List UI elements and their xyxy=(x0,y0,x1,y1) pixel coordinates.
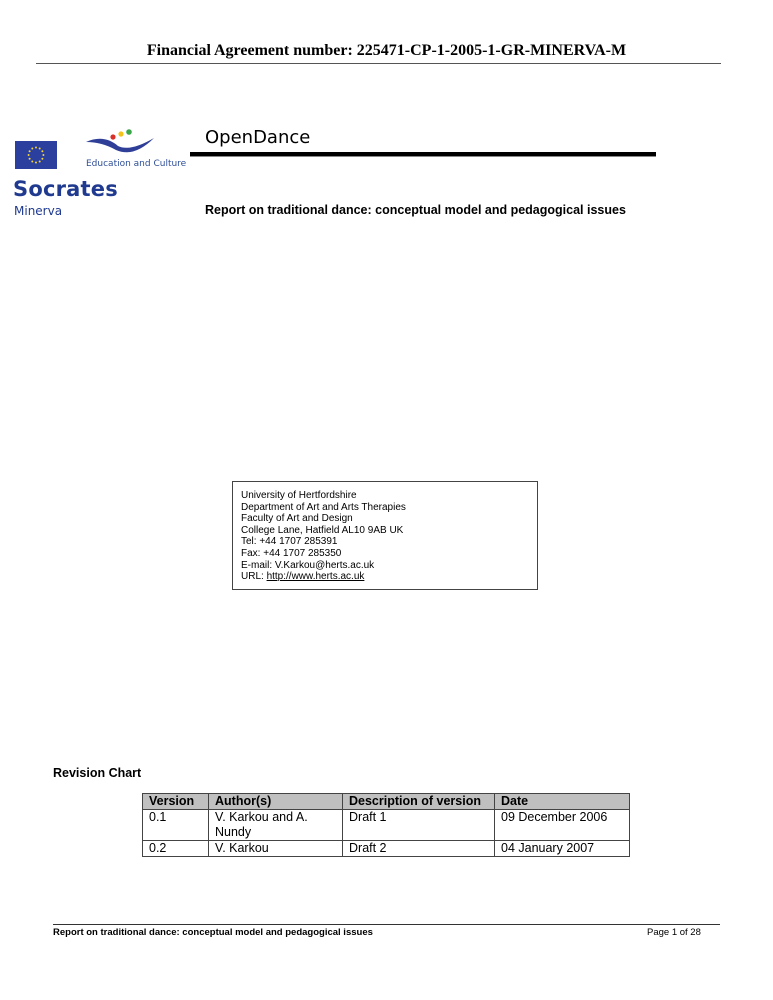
document-subtitle: Report on traditional dance: conceptual model and pedagogical issues xyxy=(205,203,626,217)
contact-line: Department of Art and Arts Therapies xyxy=(241,501,406,513)
page-number: Page 1 of 28 xyxy=(647,927,701,938)
column-header: Date xyxy=(495,794,630,810)
contact-line: Fax: +44 1707 285350 xyxy=(241,547,342,559)
table-row xyxy=(143,810,630,841)
contact-line: College Lane, Hatfield AL10 9AB UK xyxy=(241,524,404,536)
table-cell: Draft 1 xyxy=(343,810,495,841)
contact-box xyxy=(232,481,538,590)
table-cell: V. Karkou xyxy=(209,841,343,857)
running-header: Financial Agreement number: 225471-CP-1-2005-1-GR-MINERVA-M xyxy=(146,42,627,59)
table-cell: V. Karkou and A. Nundy xyxy=(209,810,343,841)
contact-line: E-mail: V.Karkou@herts.ac.uk xyxy=(241,559,375,571)
header-rule xyxy=(36,63,721,64)
column-header: Author(s) xyxy=(209,794,343,810)
footer-rule xyxy=(53,924,720,925)
eu-flag-icon xyxy=(15,141,57,169)
title-rule xyxy=(190,152,656,157)
minerva-logo: Minerva xyxy=(14,204,63,218)
url-link[interactable]: http://www.herts.ac.uk xyxy=(266,571,365,583)
contact-line: Faculty of Art and Design xyxy=(241,513,353,525)
table-cell: 0.1 xyxy=(143,810,209,841)
table-cell: 0.2 xyxy=(143,841,209,857)
contact-url-line xyxy=(241,571,537,583)
table-cell: 04 January 2007 xyxy=(495,841,630,857)
project-title: OpenDance xyxy=(205,127,311,148)
contact-line: University of Hertfordshire xyxy=(241,490,357,501)
table-header-row xyxy=(143,794,630,810)
contact-line: Tel: +44 1707 285391 xyxy=(241,536,338,548)
footer-title: Report on traditional dance: conceptual model and pedagogical issues xyxy=(53,927,373,938)
socrates-logo: Socrates xyxy=(13,177,118,201)
table-row xyxy=(143,841,630,857)
education-culture-text: Education and Culture xyxy=(86,159,187,169)
column-header: Description of version xyxy=(343,794,495,810)
table-cell: 09 December 2006 xyxy=(495,810,630,841)
url-label: URL: xyxy=(241,571,267,583)
column-header: Version xyxy=(143,794,209,810)
table-cell: Draft 2 xyxy=(343,841,495,857)
revision-chart-title: Revision Chart xyxy=(53,766,142,780)
revision-table xyxy=(142,793,630,857)
